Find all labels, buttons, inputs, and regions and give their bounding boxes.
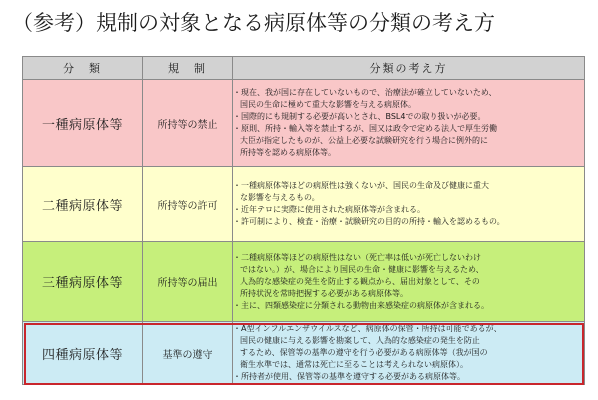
table-row bbox=[23, 322, 585, 385]
category-cell: 四種病原体等 bbox=[23, 322, 143, 385]
category-cell: 一種病原体等 bbox=[23, 80, 143, 167]
bullet-item: ・国際的にも規制する必要が高いとされ、BSL4での取り扱いが必要。 bbox=[233, 112, 486, 121]
description-cell bbox=[233, 242, 585, 322]
header-category: 分 類 bbox=[23, 57, 143, 80]
category-cell: 三種病原体等 bbox=[23, 242, 143, 322]
bullet-item: ・A型インフルエンザウイルスなど、病原体の保管・所持は可能であるが、 国民の健康に与える影響を勘案して、人為的な感染症の発生を防止 するため、保管等の基準の遵守を行う必要がある病原体等（我が国の 衛生水準では、通常は死亡に至ることは考えられない病原体）。 bbox=[233, 324, 502, 369]
bullet-item: ・原則、所持・輸入等を禁止するが、国又は政令で定める法人で厚生労働 大臣が指定したものが、公益上必要な試験研究を行う場合に例外的に 所持等を認める病原体等。 bbox=[233, 124, 497, 157]
description-cell bbox=[233, 167, 585, 242]
bullet-item: ・近年テロに実際に使用された病原体等が含まれる。 bbox=[233, 205, 425, 214]
bullet-item: ・現在、我が国に存在していないもので、治療法が確立していないため、 国民の生命に極めて重大な影響を与える病原体。 bbox=[233, 88, 497, 109]
table-row bbox=[23, 242, 585, 322]
bullet-item: ・主に、四類感染症に分類される動物由来感染症の病原体が含まれる。 bbox=[233, 300, 489, 310]
table-row bbox=[23, 167, 585, 242]
regulation-cell: 所持等の届出 bbox=[143, 242, 233, 322]
regulation-cell: 基準の遵守 bbox=[143, 322, 233, 385]
regulation-cell: 所持等の禁止 bbox=[143, 80, 233, 167]
bullet-item: ・許可制により、検査・治療・試験研究の目的の所持・輸入を認めるもの。 bbox=[233, 217, 505, 226]
description-cell bbox=[233, 80, 585, 167]
description-cell bbox=[233, 322, 585, 385]
regulation-cell: 所持等の許可 bbox=[143, 167, 233, 242]
table-header-row bbox=[23, 57, 585, 80]
bullet-item: ・二種病原体等ほどの病原性はない（死亡率は低いが死亡しないわけ ではない。）が、場合により国民の生命・健康に影響を与えるため、 人為的な感染症の発生を防止する観点から、届出対象として、その 所持状況を常時把握する必要がある病原体等。 bbox=[233, 252, 484, 298]
bullet-item: ・一種病原体等ほどの病原性は強くないが、国民の生命及び健康に重大 な影響を与えるもの。 bbox=[233, 181, 489, 202]
classification-table bbox=[22, 56, 585, 385]
header-approach: 分類の考え方 bbox=[233, 57, 585, 80]
category-cell: 二種病原体等 bbox=[23, 167, 143, 242]
table-row bbox=[23, 80, 585, 167]
header-regulation: 規 制 bbox=[143, 57, 233, 80]
bullet-item: ・所持者が使用、保管等の基準を遵守する必要がある病原体等。 bbox=[233, 372, 465, 381]
page-title: （参考）規制の対象となる病原体等の分類の考え方 bbox=[12, 11, 495, 35]
